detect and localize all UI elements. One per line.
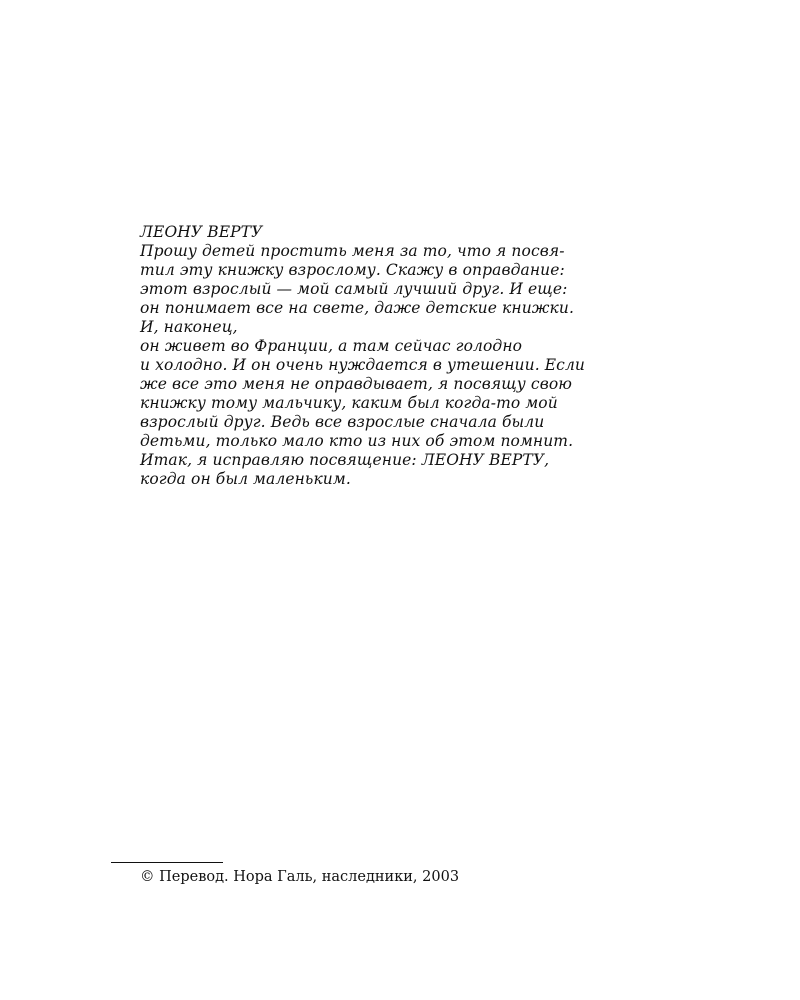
footnote-divider (111, 862, 223, 863)
dedication-line: он живет во Франции, а там сейчас голодно (140, 337, 523, 355)
dedication-line: и холодно. И он очень нуждается в утешении. Если (140, 356, 586, 374)
dedication-text (140, 223, 640, 489)
dedication-line: этот взрослый — мой самый лучший друг. И еще: (140, 280, 568, 298)
dedication-line: же все это меня не оправдывает, я посвящу свою (140, 375, 573, 393)
dedication-line: Прошу детей простить меня за то, что я посвя- (140, 242, 565, 260)
dedication-line: когда он был маленьким. (140, 470, 351, 488)
dedication-line: И, наконец, (140, 318, 238, 336)
dedication-heading: ЛЕОНУ ВЕРТУ (140, 223, 263, 241)
dedication-line: Итак, я исправляю посвящение: ЛЕОНУ ВЕРТУ, (140, 451, 550, 469)
dedication-line: детьми, только мало кто из них об этом помнит. (140, 432, 574, 450)
dedication-line: он понимает все на свете, даже детские книжки. (140, 299, 574, 317)
dedication-line: книжку тому мальчику, каким был когда-то мой (140, 394, 558, 412)
dedication-line: взрослый друг. Ведь все взрослые сначала были (140, 413, 545, 431)
dedication-line: тил эту книжку взрослому. Скажу в оправдание: (140, 261, 565, 279)
copyright-footnote: © Перевод. Нора Галь, наследники, 2003 (140, 869, 460, 885)
